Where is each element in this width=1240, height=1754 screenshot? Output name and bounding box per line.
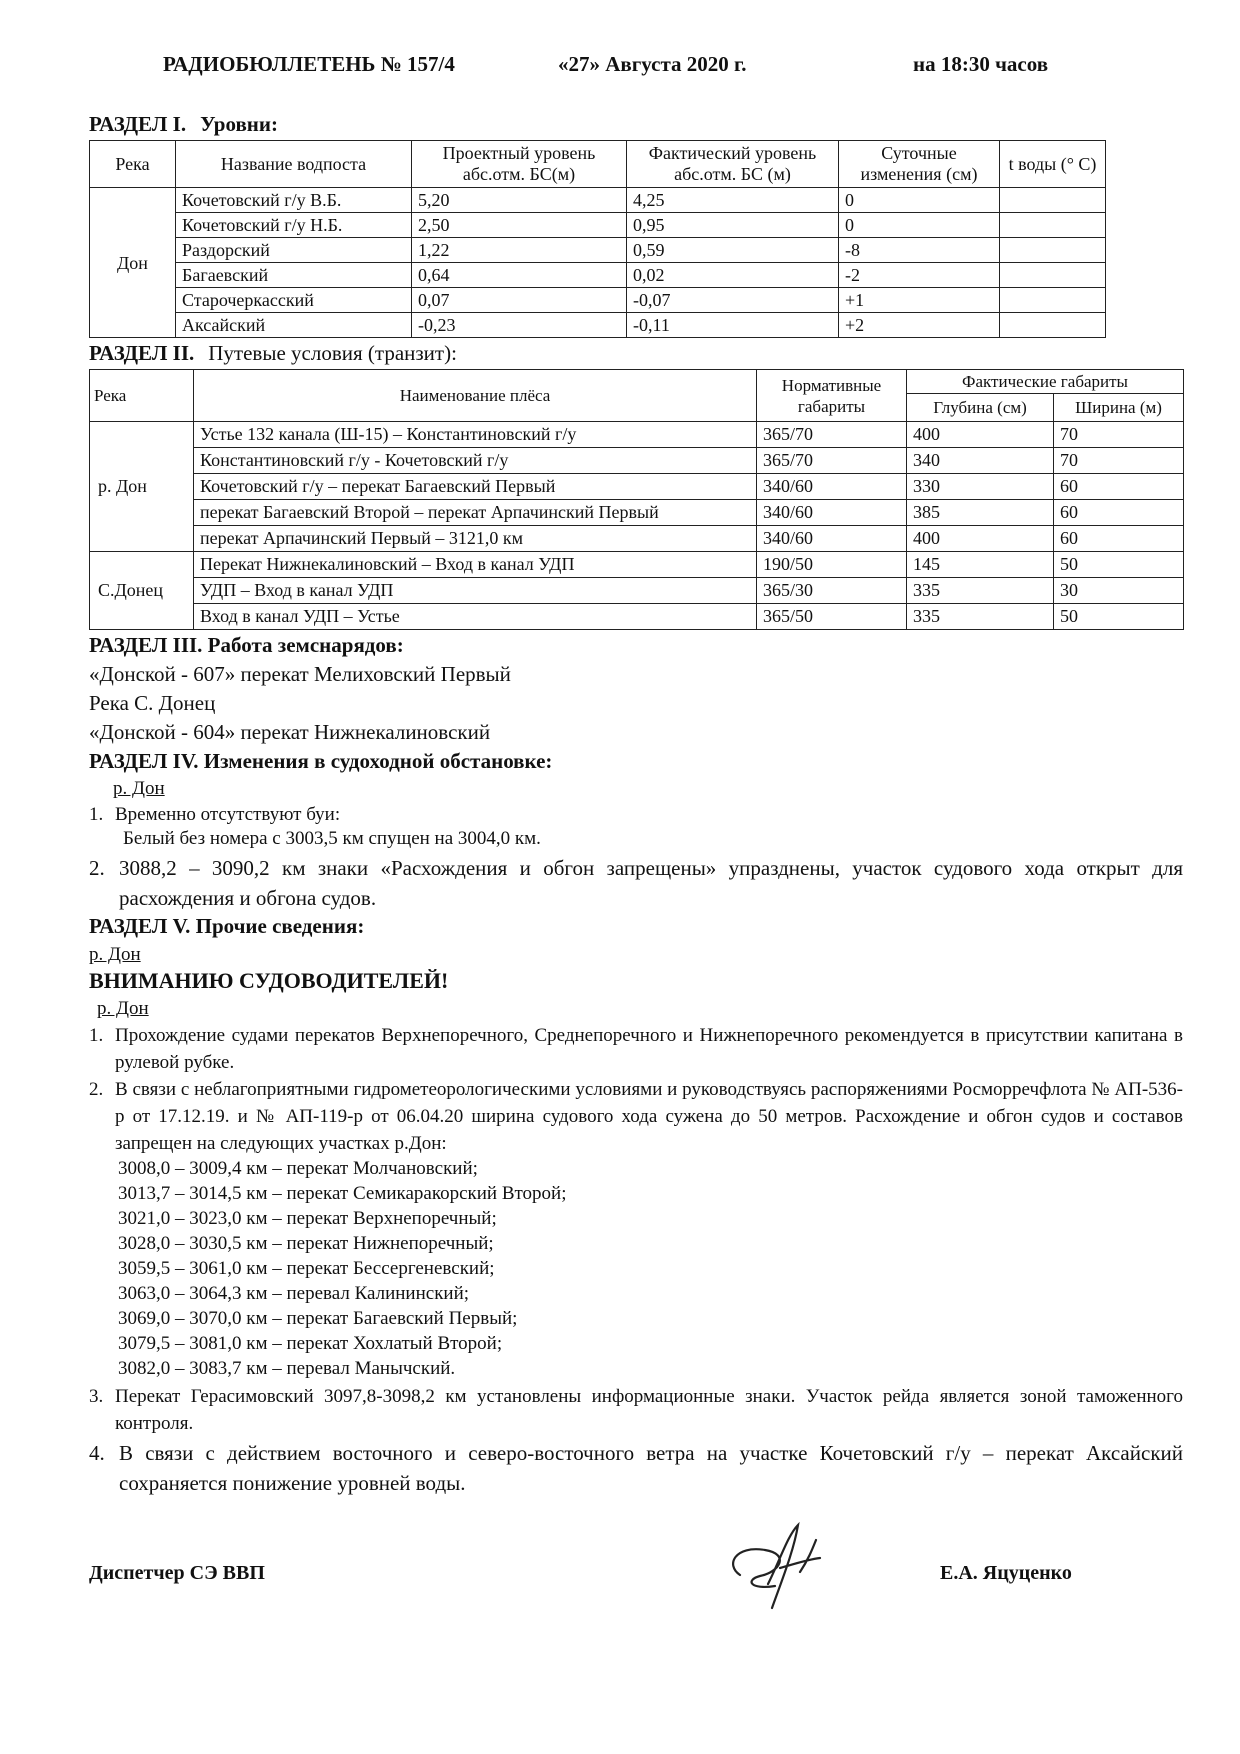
dredger-line: «Донской - 604» перекат Нижнекалиновский — [89, 720, 491, 744]
levels-change: -8 — [839, 238, 1000, 263]
route-reach: Устье 132 канала (Ш-15) – Константиновский г/у — [194, 422, 757, 448]
item-number: 2. — [89, 1079, 104, 1100]
item-number: 3. — [89, 1386, 104, 1407]
route-col-norm: Нормативные габариты — [757, 370, 907, 422]
table-row — [90, 263, 1106, 288]
table-row — [90, 604, 1184, 630]
route-depth: 145 — [907, 552, 1054, 578]
list-item: 3079,5 – 3081,0 км – перекат Хохлатый Второй; — [118, 1333, 503, 1354]
bulletin-time: на 18:30 часов — [913, 52, 1049, 76]
list-item: 3059,5 – 3061,0 км – перекат Бессергеневский; — [118, 1258, 495, 1279]
route-width: 60 — [1054, 474, 1184, 500]
route-norm: 340/60 — [757, 526, 907, 552]
section3-title: РАЗДЕЛ III. Работа земснарядов: — [89, 633, 404, 657]
section5-item-1 — [89, 1022, 1183, 1076]
levels-temp — [1000, 213, 1106, 238]
item-number: 1. — [89, 1025, 104, 1046]
section5-title: РАЗДЕЛ V. Прочие сведения: — [89, 914, 365, 938]
route-norm: 365/70 — [757, 448, 907, 474]
table-row — [90, 474, 1184, 500]
item-text: В связи с действием восточного и северо-восточного ветра на участке Кочетовский г/у – перекат Аксайский сохраняется понижение уровней воды. — [119, 1441, 1183, 1495]
levels-post: Багаевский — [176, 263, 412, 288]
levels-actual: 4,25 — [627, 188, 839, 213]
route-norm: 340/60 — [757, 474, 907, 500]
route-depth: 335 — [907, 604, 1054, 630]
route-depth: 330 — [907, 474, 1054, 500]
route-depth: 400 — [907, 422, 1054, 448]
dredger-line: «Донской - 607» перекат Мелиховский Первый — [89, 662, 511, 686]
item-number: 2. — [89, 856, 105, 880]
route-width: 50 — [1054, 604, 1184, 630]
route-reach: Константиновский г/у - Кочетовский г/у — [194, 448, 757, 474]
list-item: 3063,0 – 3064,3 км – перевал Калининский; — [118, 1283, 470, 1304]
list-item: 3008,0 – 3009,4 км – перекат Молчановский; — [118, 1158, 478, 1179]
levels-river-cell: Дон — [90, 188, 176, 338]
route-col-width: Ширина (м) — [1054, 393, 1184, 421]
route-width: 60 — [1054, 500, 1184, 526]
section4-river: р. Дон — [113, 778, 165, 799]
levels-actual: -0,11 — [627, 313, 839, 338]
item-text: В связи с неблагоприятными гидрометеорологическими условиями и руководствуясь распоряжениями Росморречфлота № АП-536-р от 17.12.19. и № АП-119-р от 06.04.20 ширина судового хода сужена до 50 метров. Расхождение и обгон судов и составов запрещен на следующих участках р.Дон: — [115, 1079, 1183, 1154]
route-width: 70 — [1054, 448, 1184, 474]
item-text: Прохождение судами перекатов Верхнепоречного, Среднепоречного и Нижнепоречного рекомендуется в присутствии капитана в рулевой рубке. — [115, 1025, 1183, 1073]
table-row — [90, 422, 1184, 448]
route-depth: 335 — [907, 578, 1054, 604]
list-item: 3069,0 – 3070,0 км – перекат Багаевский Первый; — [118, 1308, 518, 1329]
table-row — [90, 188, 1106, 213]
route-depth: 385 — [907, 500, 1054, 526]
section2-title — [89, 341, 457, 366]
table-row — [90, 578, 1184, 604]
levels-col-river: Река — [90, 141, 176, 188]
section1-label: РАЗДЕЛ I. — [89, 112, 187, 136]
route-norm: 340/60 — [757, 500, 907, 526]
levels-actual: 0,95 — [627, 213, 839, 238]
section2-label: РАЗДЕЛ II. — [89, 341, 195, 365]
section5-item-4 — [89, 1438, 1183, 1498]
levels-project: 1,22 — [412, 238, 627, 263]
route-conditions-table — [89, 369, 1184, 630]
levels-post: Аксайский — [176, 313, 412, 338]
item-text: Перекат Герасимовский 3097,8-3098,2 км установлены информационные знаки. Участок рейда является зоной таможенного контроля. — [115, 1386, 1183, 1434]
route-norm: 365/30 — [757, 578, 907, 604]
route-reach: УДП – Вход в канал УДП — [194, 578, 757, 604]
table-row — [90, 313, 1106, 338]
route-col-river: Река — [90, 370, 194, 422]
item-text: 3088,2 – 3090,2 км знаки «Расхождения и обгон запрещены» упразднены, участок судового хода открыт для расхождения и обгона судов. — [119, 856, 1183, 910]
section5-item-3 — [89, 1383, 1183, 1437]
dredger-line: Река С. Донец — [89, 691, 216, 715]
dispatcher-name: Е.А. Яцуценко — [940, 1562, 1072, 1584]
levels-header-row — [90, 141, 1106, 188]
route-width: 60 — [1054, 526, 1184, 552]
section4-title: РАЗДЕЛ IV. Изменения в судоходной обстановке: — [89, 749, 553, 773]
section1-subtitle: Уровни: — [200, 112, 278, 136]
levels-change: 0 — [839, 213, 1000, 238]
section4-item-1 — [89, 801, 1183, 828]
levels-post: Раздорский — [176, 238, 412, 263]
section5-item-2 — [89, 1076, 1183, 1157]
table-row — [90, 552, 1184, 578]
levels-table — [89, 140, 1106, 338]
levels-temp — [1000, 288, 1106, 313]
levels-post: Кочетовский г/у В.Б. — [176, 188, 412, 213]
route-width: 30 — [1054, 578, 1184, 604]
levels-project: 2,50 — [412, 213, 627, 238]
levels-temp — [1000, 313, 1106, 338]
levels-post: Кочетовский г/у Н.Б. — [176, 213, 412, 238]
route-depth: 400 — [907, 526, 1054, 552]
section4-item-2 — [89, 853, 1183, 913]
route-norm: 365/50 — [757, 604, 907, 630]
dispatcher-position: Диспетчер СЭ ВВП — [89, 1562, 265, 1584]
list-item: 3082,0 – 3083,7 км – перевал Манычский. — [118, 1358, 456, 1379]
levels-col-actual: Фактический уровень абс.отм. БС (м) — [627, 141, 839, 188]
levels-project: 0,64 — [412, 263, 627, 288]
levels-col-project: Проектный уровень абс.отм. БС(м) — [412, 141, 627, 188]
table-row — [90, 448, 1184, 474]
route-reach: Кочетовский г/у – перекат Багаевский Первый — [194, 474, 757, 500]
list-item: 3013,7 – 3014,5 км – перекат Семикаракорский Второй; — [118, 1183, 567, 1204]
section1-title — [89, 112, 278, 137]
list-item: 3021,0 – 3023,0 км – перекат Верхнепоречный; — [118, 1208, 497, 1229]
route-col-depth: Глубина (см) — [907, 393, 1054, 421]
levels-col-post: Название водпоста — [176, 141, 412, 188]
levels-change: -2 — [839, 263, 1000, 288]
levels-temp — [1000, 188, 1106, 213]
levels-post: Старочеркасский — [176, 288, 412, 313]
route-width: 50 — [1054, 552, 1184, 578]
levels-project: -0,23 — [412, 313, 627, 338]
levels-project: 0,07 — [412, 288, 627, 313]
section5-river: р. Дон — [89, 944, 141, 965]
attention-heading: ВНИМАНИЮ СУДОВОДИТЕЛЕЙ! — [89, 968, 449, 993]
route-width: 70 — [1054, 422, 1184, 448]
levels-change: 0 — [839, 188, 1000, 213]
levels-col-change: Суточные изменения (см) — [839, 141, 1000, 188]
signature-icon — [720, 1520, 850, 1610]
route-norm: 365/70 — [757, 422, 907, 448]
attention-river: р. Дон — [97, 998, 149, 1019]
table-row — [90, 526, 1184, 552]
table-row — [90, 288, 1106, 313]
list-item: 3028,0 – 3030,5 км – перекат Нижнепоречный; — [118, 1233, 494, 1254]
route-norm: 190/50 — [757, 552, 907, 578]
route-reach: Вход в канал УДП – Устье — [194, 604, 757, 630]
bulletin-header — [163, 52, 1083, 77]
table-row — [90, 213, 1106, 238]
table-row — [90, 500, 1184, 526]
table-row — [90, 238, 1106, 263]
route-reach: Перекат Нижнекалиновский – Вход в канал УДП — [194, 552, 757, 578]
section4-item-1-detail: Белый без номера с 3003,5 км спущен на 3004,0 км. — [123, 828, 541, 849]
route-depth: 340 — [907, 448, 1054, 474]
levels-temp — [1000, 238, 1106, 263]
route-col-fact: Фактические габариты — [907, 370, 1184, 394]
levels-change: +1 — [839, 288, 1000, 313]
route-header-row — [90, 370, 1184, 394]
route-river-cell: С.Донец — [90, 552, 194, 630]
levels-change: +2 — [839, 313, 1000, 338]
item-number: 4. — [89, 1441, 105, 1465]
bulletin-title: РАДИОБЮЛЛЕТЕНЬ № 157/4 — [163, 52, 455, 76]
levels-actual: 0,02 — [627, 263, 839, 288]
bulletin-date: «27» Августа 2020 г. — [558, 52, 747, 76]
levels-actual: 0,59 — [627, 238, 839, 263]
route-reach: перекат Арпачинский Первый – 3121,0 км — [194, 526, 757, 552]
levels-actual: -0,07 — [627, 288, 839, 313]
item-text: Временно отсутствуют буи: — [115, 804, 341, 825]
levels-temp — [1000, 263, 1106, 288]
route-river-cell: р. Дон — [90, 422, 194, 552]
section2-subtitle: Путевые условия (транзит): — [208, 341, 457, 365]
route-col-reach: Наименование плёса — [194, 370, 757, 422]
item-number: 1. — [89, 804, 104, 825]
levels-col-temp: t воды (° С) — [1000, 141, 1106, 188]
route-reach: перекат Багаевский Второй – перекат Арпачинский Первый — [194, 500, 757, 526]
levels-project: 5,20 — [412, 188, 627, 213]
